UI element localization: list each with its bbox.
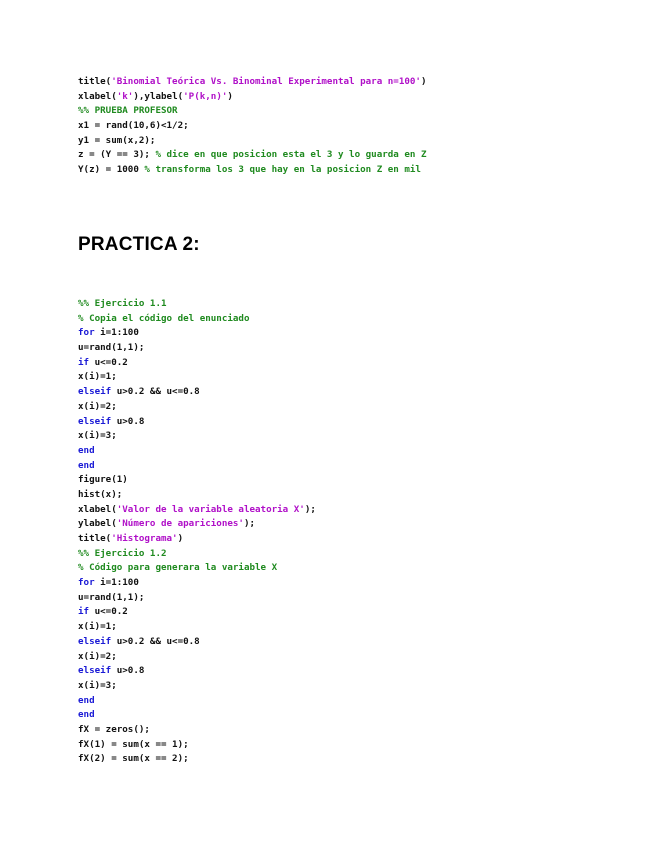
code-text: title( bbox=[78, 76, 112, 87]
code-line bbox=[78, 385, 316, 400]
code-keyword: for bbox=[78, 577, 95, 589]
code-text: x(i)=3; bbox=[78, 430, 117, 442]
code-line bbox=[78, 415, 316, 430]
section-heading: PRACTICA 2: bbox=[78, 234, 200, 255]
code-keyword: elseif bbox=[78, 415, 112, 427]
code-line bbox=[78, 752, 316, 767]
code-comment: %% Ejercicio 1.1 bbox=[78, 298, 167, 309]
code-text: ) bbox=[227, 90, 233, 102]
code-keyword: if bbox=[78, 356, 90, 368]
code-keyword: elseif bbox=[78, 386, 112, 398]
code-comment: %% PRUEBA PROFESOR bbox=[78, 105, 178, 117]
code-block-2 bbox=[78, 297, 316, 767]
code-line bbox=[78, 547, 316, 562]
code-line bbox=[78, 738, 316, 753]
code-text: u>0.8 bbox=[111, 665, 145, 677]
code-line bbox=[78, 134, 427, 149]
code-line bbox=[78, 694, 316, 709]
code-text: u>0.2 && u<=0.8 bbox=[111, 635, 200, 647]
code-text: u>0.2 && u<=0.8 bbox=[111, 386, 200, 398]
code-line bbox=[78, 312, 316, 327]
code-text: fX(1) = sum(x == 1); bbox=[78, 738, 189, 750]
code-keyword: for bbox=[78, 327, 95, 339]
code-keyword: elseif bbox=[78, 665, 112, 677]
code-line bbox=[78, 517, 316, 532]
code-line bbox=[78, 163, 427, 178]
code-string: 'k' bbox=[116, 90, 134, 102]
code-line bbox=[78, 664, 316, 679]
code-text: hist(x); bbox=[78, 488, 123, 500]
code-line bbox=[78, 488, 316, 503]
code-keyword: if bbox=[78, 606, 90, 618]
code-line bbox=[78, 326, 316, 341]
code-comment: % dice en que posicion esta el 3 y lo guarda en Z bbox=[155, 149, 427, 161]
code-line bbox=[78, 561, 316, 576]
code-text: u>0.8 bbox=[111, 415, 145, 427]
code-string: 'Binomial Teórica Vs. Binominal Experimental para n=100' bbox=[111, 76, 421, 87]
code-line bbox=[78, 459, 316, 474]
code-line bbox=[78, 708, 316, 723]
code-text: ylabel( bbox=[78, 518, 117, 530]
code-line bbox=[78, 723, 316, 738]
code-text: x(i)=1; bbox=[78, 621, 117, 633]
code-keyword: end bbox=[78, 444, 95, 456]
code-keyword: end bbox=[78, 459, 95, 471]
code-line bbox=[78, 591, 316, 606]
code-text: ); bbox=[304, 503, 316, 515]
code-text: z = (Y == 3); bbox=[78, 149, 156, 161]
code-line bbox=[78, 297, 316, 312]
code-text: x(i)=2; bbox=[78, 650, 117, 662]
code-line bbox=[78, 341, 316, 356]
code-text: xlabel( bbox=[78, 503, 117, 515]
code-line bbox=[78, 90, 427, 105]
code-line bbox=[78, 75, 427, 90]
code-text: i=1:100 bbox=[94, 327, 139, 339]
code-block-1 bbox=[78, 75, 427, 178]
code-text: u<=0.2 bbox=[89, 356, 128, 368]
code-text: ),ylabel( bbox=[133, 90, 184, 102]
code-text: x(i)=3; bbox=[78, 679, 117, 691]
code-text: ) bbox=[420, 76, 427, 87]
code-line bbox=[78, 650, 316, 665]
code-text: u=rand(1,1); bbox=[78, 342, 145, 354]
code-comment: % Código para generara la variable X bbox=[78, 562, 278, 574]
code-line bbox=[78, 104, 427, 119]
code-comment: % Copia el código del enunciado bbox=[78, 312, 250, 324]
code-keyword: end bbox=[78, 694, 95, 706]
code-text: u<=0.2 bbox=[89, 606, 128, 618]
code-text: title( bbox=[78, 533, 112, 544]
code-line bbox=[78, 605, 316, 620]
code-keyword: elseif bbox=[78, 635, 112, 647]
code-text: ) bbox=[177, 533, 184, 544]
code-line bbox=[78, 400, 316, 415]
code-text: Y(z) = 1000 bbox=[78, 164, 145, 176]
code-line bbox=[78, 532, 316, 547]
code-text: x1 = rand(10,6)<1/2; bbox=[78, 120, 189, 132]
code-keyword: end bbox=[78, 709, 95, 721]
code-string: 'Valor de la variable aleatoria X' bbox=[116, 503, 305, 515]
code-string: 'Número de apariciones' bbox=[116, 518, 244, 530]
code-text: ); bbox=[243, 518, 256, 530]
code-line bbox=[78, 635, 316, 650]
code-comment: %% Ejercicio 1.2 bbox=[78, 547, 167, 559]
code-text: i=1:100 bbox=[94, 577, 139, 589]
code-line bbox=[78, 429, 316, 444]
code-line bbox=[78, 148, 427, 163]
code-text: x(i)=1; bbox=[78, 371, 117, 383]
code-line bbox=[78, 444, 316, 459]
code-string: 'Histograma' bbox=[111, 533, 178, 544]
code-line bbox=[78, 679, 316, 694]
code-line bbox=[78, 620, 316, 635]
code-text: x(i)=2; bbox=[78, 400, 117, 412]
code-string: 'P(k,n)' bbox=[183, 90, 228, 102]
code-line bbox=[78, 370, 316, 385]
code-text: y1 = sum(x,2); bbox=[78, 134, 156, 146]
code-text: u=rand(1,1); bbox=[78, 591, 145, 603]
code-line bbox=[78, 473, 316, 488]
code-text: figure(1) bbox=[78, 474, 128, 486]
code-text: xlabel( bbox=[78, 90, 117, 102]
code-line bbox=[78, 119, 427, 134]
code-line bbox=[78, 576, 316, 591]
code-text: fX = zeros(); bbox=[78, 723, 150, 735]
code-line bbox=[78, 356, 316, 371]
code-text: fX(2) = sum(x == 2); bbox=[78, 753, 189, 765]
code-comment: % transforma los 3 que hay en la posicion Z en mil bbox=[144, 164, 421, 176]
code-line bbox=[78, 503, 316, 518]
